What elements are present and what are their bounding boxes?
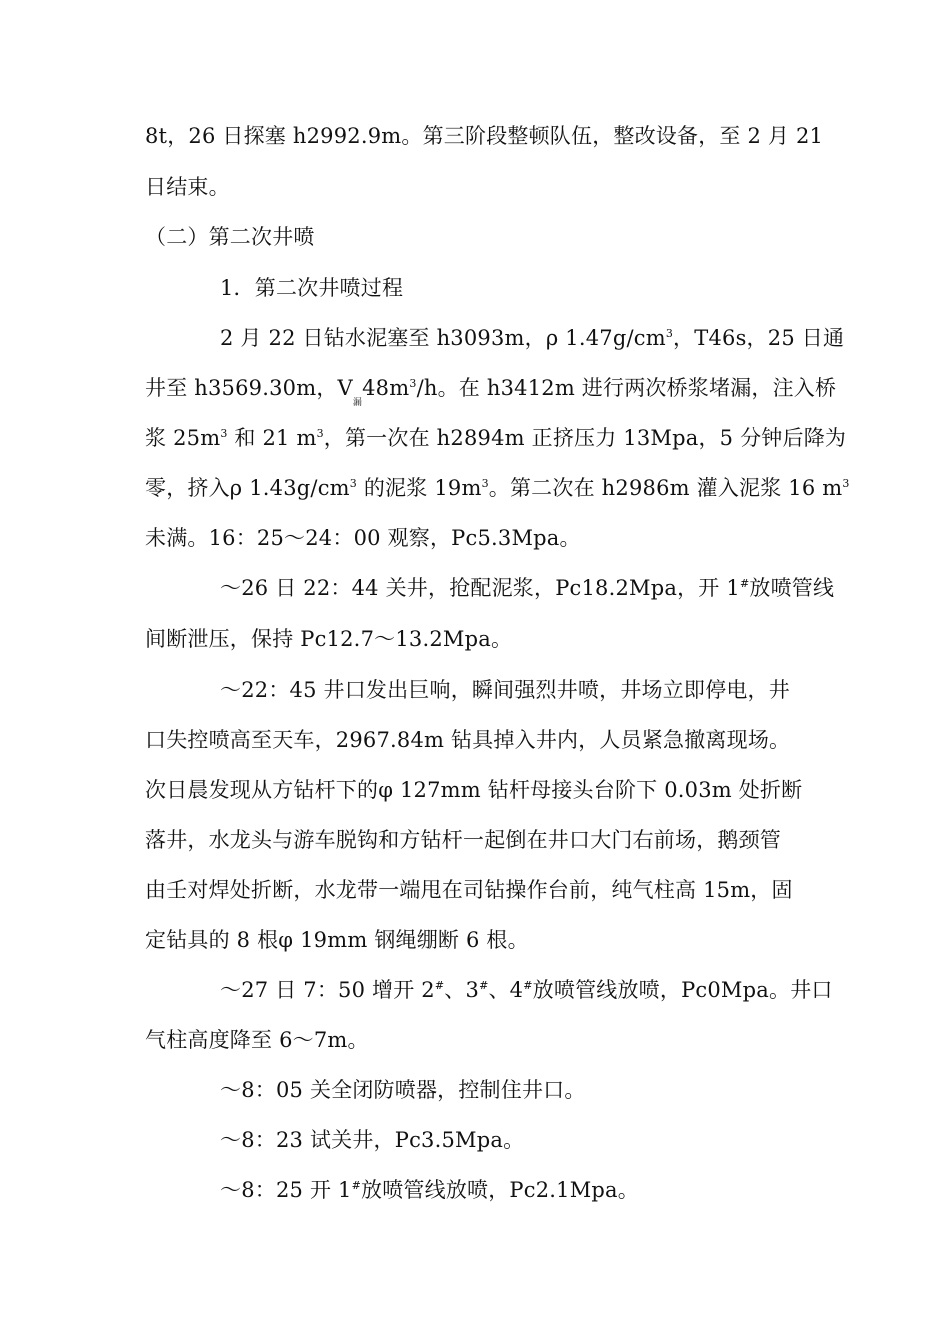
text-line: 定钻具的 8 根φ 19mm 钢绳绷断 6 根。	[145, 928, 529, 952]
subsection-heading: 1．第二次井喷过程	[220, 276, 404, 300]
text-line: 8t，26 日探塞 h2992.9m。第三阶段整顿队伍，整改设备，至 2 月 21	[145, 124, 824, 148]
text-line: ～26 日 22：44 关井，抢配泥浆，Pc18.2Mpa，开 1#放喷管线	[220, 576, 835, 600]
text-line: ～8：25 开 1#放喷管线放喷，Pc2.1Mpa。	[220, 1178, 639, 1202]
text-line: 未满。16：25～24：00 观察，Pc5.3Mpa。	[145, 526, 581, 550]
text-line: 日结束。	[145, 175, 230, 199]
text-line: 次日晨发现从方钻杆下的φ 127mm 钻杆母接头台阶下 0.03m 处折断	[145, 778, 803, 802]
text-line: 零，挤入ρ $1.43g/cm^3$ 的泥浆 $19m^3$。第二次在 h2986m 灌入泥浆 16 $m^3$	[145, 476, 850, 500]
text-line: 井至 h3569.30m，$V_漏48m^3/h$。在 h3412m 进行两次桥浆堵漏，注入桥	[145, 376, 837, 408]
section-heading: （二）第二次井喷	[145, 225, 315, 249]
text-line: 间断泄压，保持 Pc12.7～13.2Mpa。	[145, 627, 513, 651]
text-line: 2 月 22 日钻水泥塞至 h3093m，ρ $1.47g/cm^3$，T46s，25 日通	[220, 326, 845, 350]
text-line: ～8：23 试关井，Pc3.5Mpa。	[220, 1128, 525, 1152]
text-line: ～22：45 井口发出巨响，瞬间强烈井喷，井场立即停电，井	[220, 678, 790, 702]
text-line: ～27 日 7：50 增开 2#、3#、4#放喷管线放喷，Pc0Mpa。井口	[220, 978, 833, 1002]
text-line: 浆 $25m^3$ 和 21 $m^3$，第一次在 h2894m 正挤压力 13Mpa，5 分钟后降为	[145, 426, 847, 450]
text-line: 口失控喷高至天车，2967.84m 钻具掉入井内，人员紧急撤离现场。	[145, 728, 791, 752]
text-line: 落井，水龙头与游车脱钩和方钻杆一起倒在井口大门右前场，鹅颈管	[145, 828, 781, 852]
text-line: 气柱高度降至 6～7m。	[145, 1028, 369, 1052]
text-line: 由壬对焊处折断，水龙带一端甩在司钻操作台前，纯气柱高 15m，固	[145, 878, 793, 902]
text-line: ～8：05 关全闭防喷器，控制住井口。	[220, 1078, 586, 1102]
